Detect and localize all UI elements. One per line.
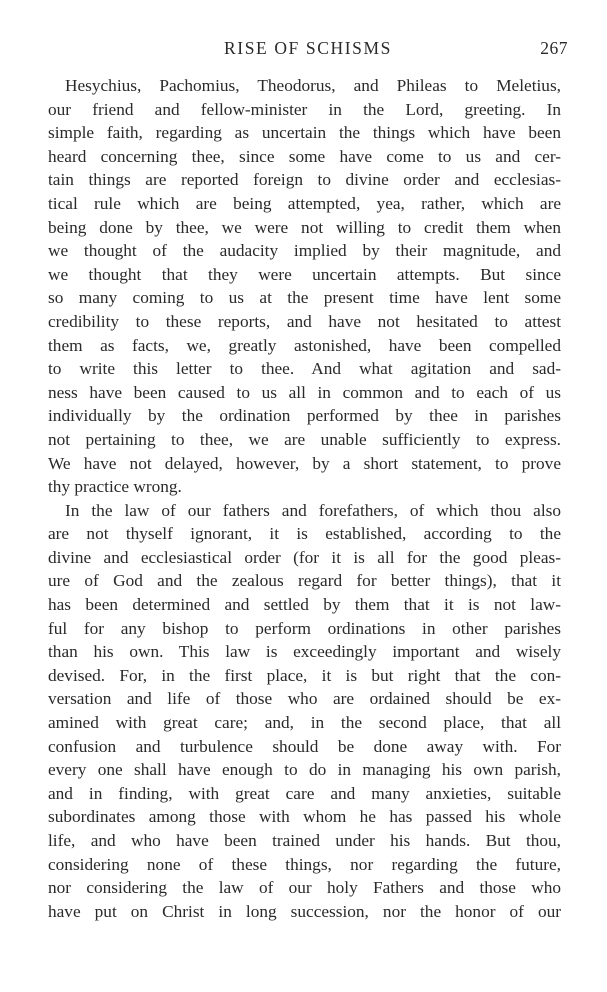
text-line: life, and who have been trained under his hands. But thou, [48,831,561,850]
text-line: amined with great care; and, in the second place, that all [48,713,561,733]
text-line: Hesychius, Pachomius, Theodorus, and Phileas to Meletius, [65,76,561,95]
text-line: than his own. This law is exceedingly important and wisely [48,642,561,662]
text-line: In the law of our fathers and forefathers, of which thou also [65,500,561,520]
running-title: RISE OF SCHISMS [224,38,392,58]
paragraph-2 [48,499,561,924]
text-line: not pertaining to thee, we are unable sufficiently to express. [48,429,561,449]
text-line: have put on Christ in long succession, nor the honor of our [48,901,561,921]
text-line: simple faith, regarding as uncertain the things which have been [48,123,561,143]
text-line: our friend and fellow-minister in the Lord, greeting. In [48,99,561,119]
text-line: thy practice wrong. [48,477,182,497]
text-line: confusion and turbulence should be done away with. For [48,736,561,756]
text-line: ure of God and the zealous regard for better things), that it [48,571,561,591]
text-line: divine and ecclesiastical order (for it is all for the good pleas- [48,547,561,567]
text-line: we thought that they were uncertain attempts. But since [48,264,561,284]
text-line: credibility to these reports, and have not hesitated to attest [48,311,561,331]
text-line: ness have been caused to us all in common and to each of us [48,382,561,402]
text-line: heard concerning thee, since some have come to us and cer- [48,146,561,166]
text-line: devised. For, in the first place, it is but right that the con- [48,665,561,685]
text-line: and in finding, with great care and many anxieties, suitable [48,783,561,803]
text-line: subordinates among those with whom he has passed his whole [48,807,561,827]
text-line: has been determined and settled by them that it is not law- [48,595,561,615]
text-line: every one shall have enough to do in managing his own parish, [48,760,561,780]
body-text [48,74,561,923]
text-line: nor considering the law of our holy Fathers and those who [48,878,561,898]
running-head [48,38,568,62]
page-number: 267 [540,38,568,58]
text-line: We have not delayed, however, by a short statement, to prove [48,453,561,473]
text-line: tical rule which are being attempted, yea, rather, which are [48,193,561,213]
text-line: so many coming to us at the present time have lent some [48,288,561,308]
text-line: are not thyself ignorant, it is established, according to the [48,524,561,544]
paragraph-1 [48,74,561,499]
text-line: considering none of these things, nor regarding the future, [48,854,561,874]
text-line: individually by the ordination performed by thee in parishes [48,406,561,426]
text-line: to write this letter to thee. And what agitation and sad- [48,359,561,379]
text-line: them as facts, we, greatly astonished, have been compelled [48,335,561,355]
text-line: versation and life of those who are ordained should be ex- [48,689,561,709]
text-line: tain things are reported foreign to divine order and ecclesias- [48,170,561,190]
text-line: being done by thee, we were not willing to credit them when [48,217,561,237]
text-line: we thought of the audacity implied by their magnitude, and [48,241,561,261]
text-line: ful for any bishop to perform ordinations in other parishes [48,618,561,638]
